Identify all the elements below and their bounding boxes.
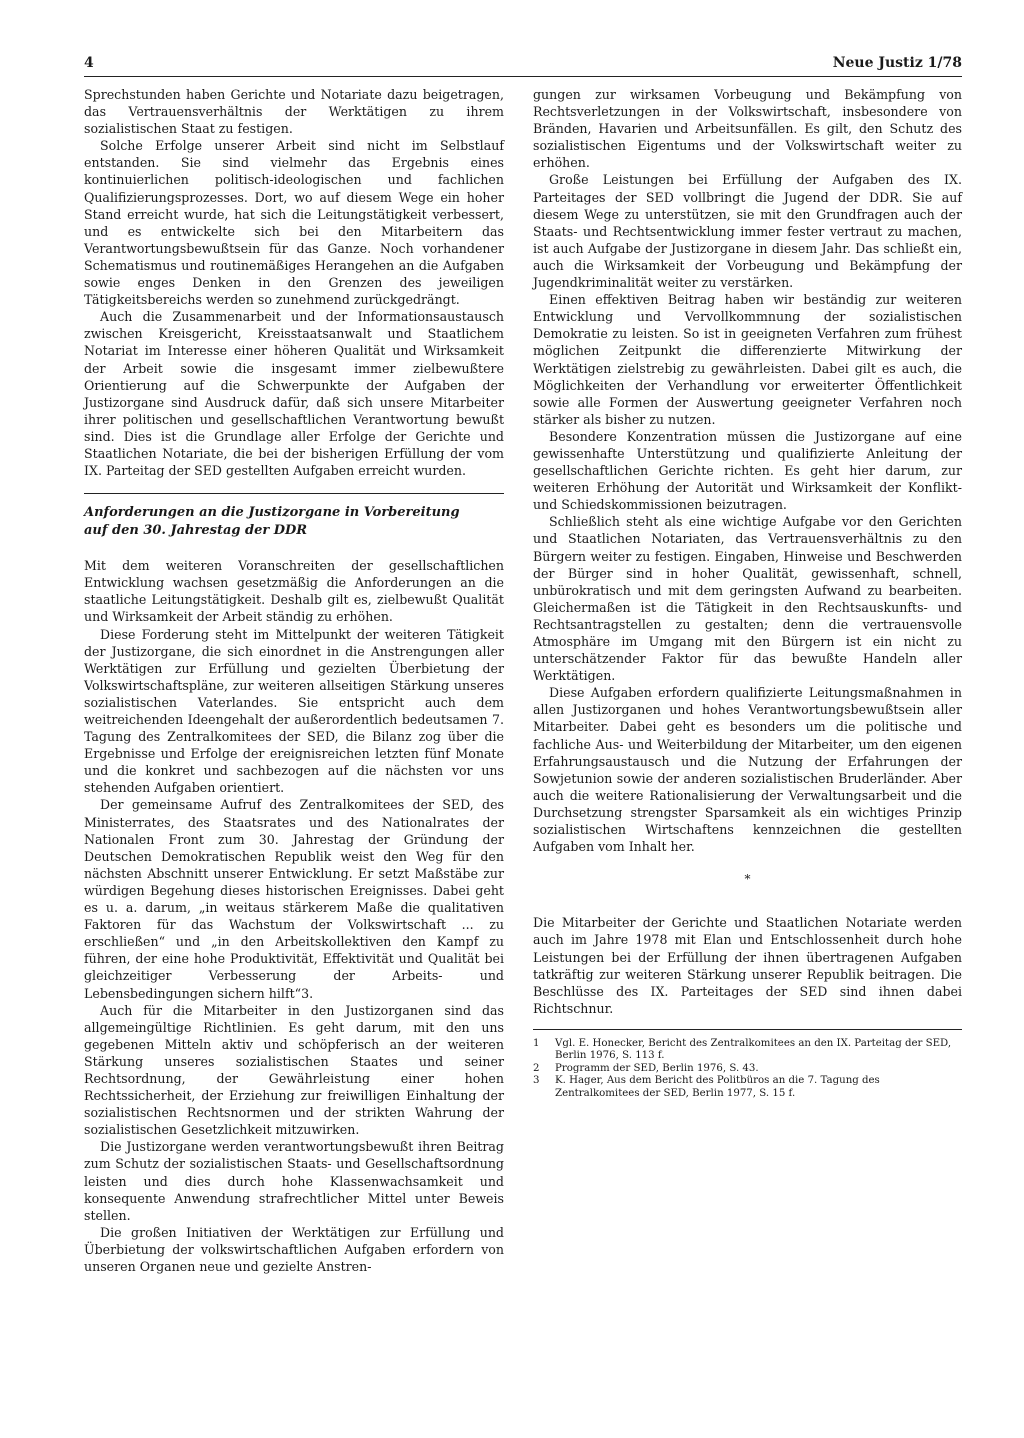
- paragraph: Solche Erfolge unserer Arbeit sind nicht im Selbstlauf entstanden. Sie sind vielmehr das Ergebnis eines kontinuierlichen politisch-ideologischen und fachlichen Qualifizierungsprozesses. Dort, wo auf diesem Wege ein hoher Stand erreicht wurde, hat sich die Leitungstätigkeit verbessert, und es entwickelte sich bei den Mitarbeitern das Verantwortungsbewußtsein für das Ganze. Noch vorhandener Schematismus und routinemäßiges Herangehen an die Aufgaben sowie enges Denken in den Grenzen des jeweiligen Tätigkeitsbereichs werden so zunehmend zurückgedrängt.: [84, 138, 504, 308]
- footnote-rule: [533, 1029, 962, 1030]
- footnotes: [533, 1038, 962, 1100]
- paragraph: Große Leistungen bei Erfüllung der Aufgaben des IX. Parteitages der SED vollbringt die Jugend der DDR. Sie auf diesem Wege zu unterstützen, sie mit den Grundfragen auch der Staats- und Rechtsentwicklung immer fester vertraut zu machen, ist auch Aufgabe der Justizorgane in diesem Jahr. Das schließt ein, auch die Wirksamkeit der Vorbeugung und Bekämpfung der Jugendkriminalität weiter zu verstärken.: [533, 172, 962, 291]
- header-rule: [84, 76, 962, 77]
- paragraph: Auch die Zusammenarbeit und der Informationsaustausch zwischen Kreisgericht, Kreisstaatsanwalt und Staatlichem Notariat im Interesse einer höheren Qualität und Wirksamkeit der Arbeit sowie die insgesamt immer zielbewußtere Orientierung auf die Schwerpunkte der Aufgaben der Justizorgane sind Ausdruck dafür, daß sich unsere Mitarbeiter ihrer politischen und gesellschaftlichen Verantwortung bewußt sind. Dies ist die Grundlage aller Erfolge der Gerichte und Staatlichen Notariate, die bei der bisherigen Erfüllung der vom IX. Parteitag der SED gestellten Aufgaben erreicht wurden.: [84, 309, 504, 479]
- footnote: [533, 1075, 962, 1100]
- paragraph: gungen zur wirksamen Vorbeugung und Bekämpfung von Rechtsverletzungen in der Volkswirtschaft, insbesondere von Bränden, Havarien und Arbeitsunfällen. Es gilt, den Schutz des sozialistischen Eigentums und der Volkswirtschaft weiter zu erhöhen.: [533, 87, 962, 171]
- paragraph: Die Justizorgane werden verantwortungsbewußt ihren Beitrag zum Schutz der sozialistischen Staats- und Gesellschaftsordnung leisten und dies durch hohe Klassenwachsamkeit und konsequente Anwendung strafrechtlicher Mittel unter Beweis stellen.: [84, 1139, 504, 1223]
- paragraph: Die großen Initiativen der Werktätigen zur Erfüllung und Überbietung der volkswirtschaftlichen Aufgaben erfordern von unseren Organen neue und gezielte Anstren-: [84, 1224, 504, 1274]
- footnote-number: 3: [533, 1075, 540, 1087]
- right-column: [533, 86, 962, 1100]
- paragraph: Diese Aufgaben erfordern qualifizierte Leitungsmaßnahmen in allen Justizorganen und hohes Verantwortungsbewußtsein aller Mitarbeiter. Dabei geht es besonders um die politische und fachliche Aus- und Weiterbildung der Mitarbeiter, um den eigenen Erfahrungsaustausch und die Nutzung der Erfahrungen der Sowjetunion sowie der anderen sozialistischen Bruderländer. Aber auch die weitere Rationalisierung der Verwaltungsarbeit und die Durchsetzung strengster Sparsamkeit als ein wichtiges Prinzip sozialistischen Wirtschaftens kennzeichnen die gestellten Aufgaben vom Inhalt her.: [533, 685, 962, 855]
- footnote-number: 2: [533, 1062, 540, 1074]
- closing-paragraph: Die Mitarbeiter der Gerichte und Staatlichen Notariate werden auch im Jahre 1978 mit Elan und Entschlossenheit durch hohe Leistungen bei der Erfüllung der ihnen übertragenen Aufgaben tatkräftig zur weiteren Stärkung unserer Republik beitragen. Die Beschlüsse des IX. Parteitages der SED sind ihnen dabei Richtschnur.: [533, 915, 962, 1016]
- paragraph: Einen effektiven Beitrag haben wir beständig zur weiteren Entwicklung und Vervollkommnung der sozialistischen Demokratie zu leisten. So ist in geeigneten Verfahren zum frühest möglichen Zeitpunkt die differenzierte Mitwirkung der Werktätigen zielstrebig zu gewährleisten. Dabei gilt es auch, die Möglichkeiten der Verhandlung vor erweiterter Öffentlichkeit sowie alle Formen der Auswertung geeigneter Verfahren noch stärker als bisher zu nutzen.: [533, 292, 962, 427]
- paragraph: Besondere Konzentration müssen die Justizorgane auf eine gewissenhafte Unterstützung und qualifizierte Anleitung der gesellschaftlichen Gerichte richten. Es geht hier darum, zur weiteren Erhöhung der Autorität und Wirksamkeit der Konflikt- und Schiedskommissionen beizutragen.: [533, 428, 962, 513]
- paragraph: Mit dem weiteren Voranschreiten der gesellschaftlichen Entwicklung wachsen gesetzmäßig die Anforderungen an die staatliche Leitungstätigkeit. Deshalb gilt es, zielbewußt Qualität und Wirksamkeit der Arbeit ständig zu erhöhen.: [84, 558, 504, 625]
- paragraph: Sprechstunden haben Gerichte und Notariate dazu beigetragen, das Vertrauensverhältnis der Werktätigen zu ihrem sozialistischen Staat zu festigen.: [84, 87, 504, 137]
- section-heading: [84, 493, 504, 539]
- footnote-number: 1: [533, 1037, 540, 1049]
- paragraph: Schließlich steht als eine wichtige Aufgabe vor den Gerichten und Staatlichen Notariaten, das Vertrauensverhältnis zu den Bürgern weiter zu festigen. Eingaben, Hinweise und Beschwerden der Bürger sind in hoher Qualität, gewissenhaft, schnell, unbürokratisch und mit dem geringsten Aufwand zu bearbeiten. Gleichermaßen ist die Tätigkeit in den Rechtsauskunfts- und Rechtsantragstellen zu gestalten; denn die vertrauensvolle Atmosphäre im Umgang mit den Bürgern ist ein nicht zu unterschätzender Faktor für das bewußte Handeln aller Werktätigen.: [533, 514, 962, 684]
- footnote-text: Programm der SED, Berlin 1976, S. 43.: [555, 1062, 759, 1074]
- paragraph: Der gemeinsame Aufruf des Zentralkomitees der SED, des Ministerrates, des Staatsrates und des Nationalrates der Nationalen Front zum 30. Jahrestag der Gründung der Deutschen Demokratischen Republik weist den Weg für den nächsten Abschnitt unserer Entwicklung. Er setzt Maßstäbe zur würdigen Begehung dieses historischen Ereignisses. Dabei geht es u. a. darum, „in weitaus stärkerem Maße die qualitativen Faktoren für das Wachstum der Volkswirtschaft ... zu erschließen“ und „in den Arbeitskollektiven den Kampf zu führen, der eine hohe Produktivität, Effektivität und Qualität bei gleichzeitiger Verbesserung der Arbeits- und Lebensbedingungen sichern hilft“3.: [84, 797, 504, 1001]
- page-number: 4: [84, 55, 94, 71]
- paragraph: Diese Forderung steht im Mittelpunkt der weiteren Tätigkeit der Justizorgane, die sich einordnet in die Anstrengungen aller Werktätigen zur Erfüllung und gezielten Überbietung der Volkswirtschaftspläne, zur weiteren allseitigen Stärkung unseres sozialistischen Vaterlandes. Sie entspricht auch dem weitreichenden Ideengehalt der außerordentlich bedeutsamen 7. Tagung des Zentralkomitees der SED, die Bilanz zog über die Ergebnisse und Erfolge der ereignisreichen letzten fünf Monate und die konkret und sachbezogen auf die nächsten vor uns stehenden Aufgaben orientiert.: [84, 626, 504, 796]
- footnote-text: Vgl. E. Honecker, Bericht des Zentralkomitees an den IX. Parteitag der SED, Berlin 1976, S. 113 f.: [555, 1037, 952, 1062]
- section-heading-line: auf den 30. Jahrestag der DDR: [84, 522, 308, 538]
- paragraph: Auch für die Mitarbeiter in den Justizorganen sind das allgemeingültige Richtlinien. Es geht darum, mit den uns gegebenen Mitteln aktiv und schöpferisch an der weiteren Stärkung unseres sozialistischen Staates und seiner Rechtsordnung, der Gewährleistung einer hohen Rechtssicherheit, der Erziehung zur freiwilligen Einhaltung der sozialistischen Rechtsnormen und der strikten Wahrung der sozialistischen Gesetzlichkeit mitzuwirken.: [84, 1002, 504, 1138]
- footnote: [533, 1038, 962, 1063]
- section-heading-line: Anforderungen an die Justizorgane in Vorbereitung: [84, 505, 460, 521]
- section-separator: *: [744, 872, 751, 887]
- journal-issue: Neue Justiz 1/78: [832, 55, 962, 71]
- left-column: [84, 86, 504, 1275]
- footnote-text: K. Hager, Aus dem Bericht des Politbüros an die 7. Tagung des Zentralkomitees der SED, Berlin 1977, S. 15 f.: [555, 1075, 880, 1099]
- footnote: [533, 1063, 962, 1075]
